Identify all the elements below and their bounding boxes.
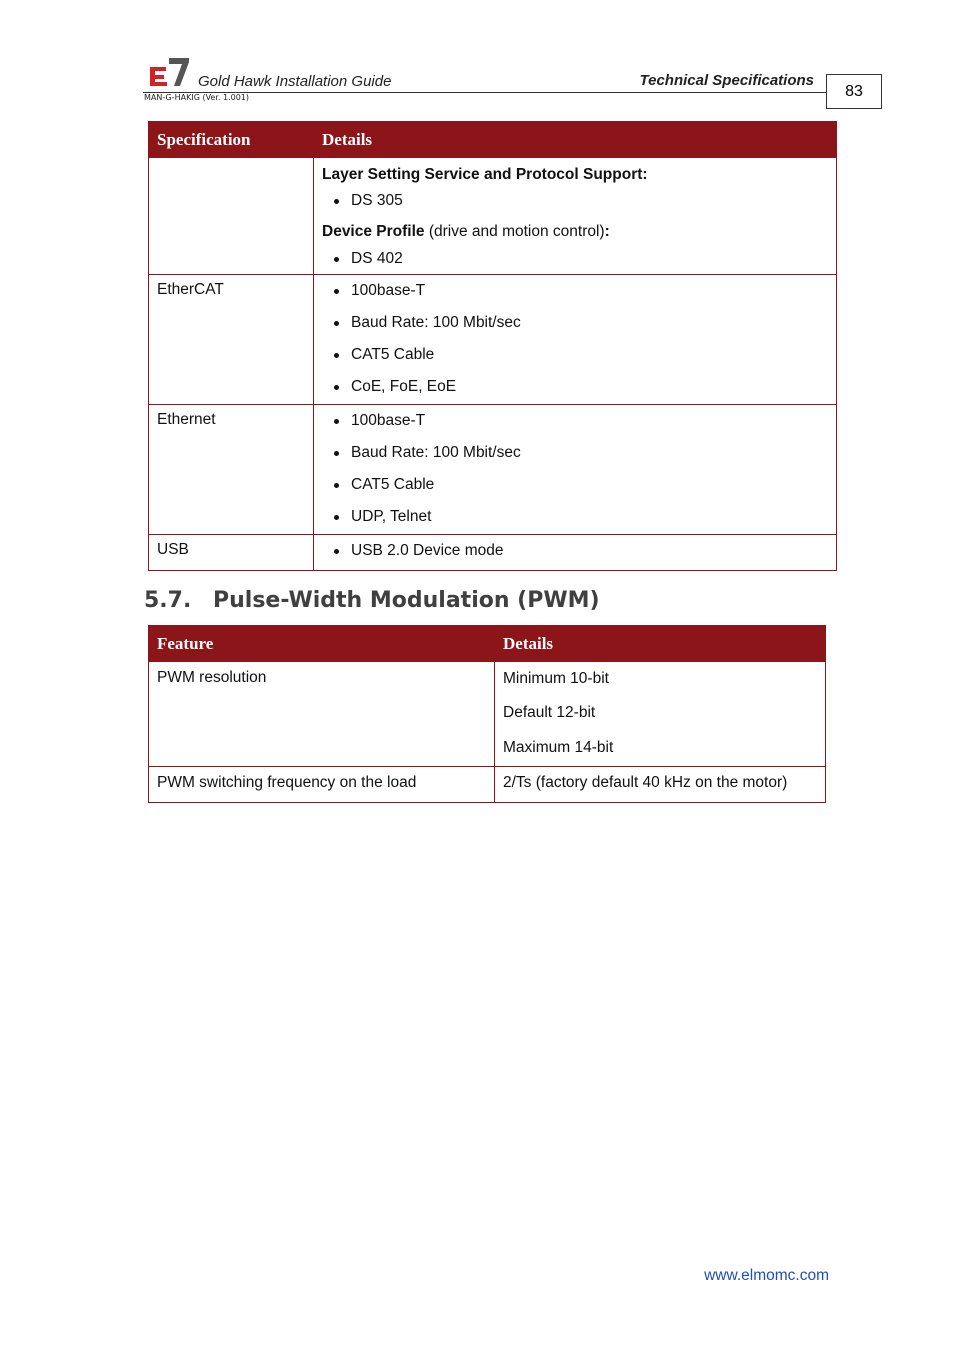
list-item: DS 305 (322, 190, 828, 212)
page-number: 83 (826, 74, 882, 109)
list-item: DS 402 (322, 248, 828, 270)
spec-cell: EtherCAT (149, 275, 314, 405)
list-item: USB 2.0 Device mode (322, 535, 828, 567)
details-cell (314, 405, 837, 535)
list-item: CAT5 Cable (322, 469, 828, 501)
profile-list (322, 248, 828, 270)
table-header-row (149, 122, 837, 158)
resolution-min: Minimum 10-bit (503, 670, 609, 687)
table-row (149, 405, 837, 535)
spec-cell: Ethernet (149, 405, 314, 535)
protocol-support-heading: Layer Setting Service and Protocol Support: (322, 166, 648, 183)
ethercat-list (322, 275, 828, 403)
table-row (149, 158, 837, 275)
spec-cell (149, 158, 314, 275)
column-header-details: Details (495, 626, 826, 662)
spec-cell: USB (149, 535, 314, 571)
resolution-max: Maximum 14-bit (503, 739, 614, 756)
column-header-specification: Specification (149, 122, 314, 158)
table-row (149, 662, 826, 767)
ethernet-list (322, 405, 828, 533)
table-row (149, 535, 837, 571)
list-item: Baud Rate: 100 Mbit/sec (322, 437, 828, 469)
details-cell (314, 158, 837, 275)
column-header-feature: Feature (149, 626, 495, 662)
section-heading (144, 588, 600, 613)
specification-table (148, 121, 837, 571)
feature-cell: PWM resolution (149, 662, 495, 767)
table-header-row (149, 626, 826, 662)
column-header-details: Details (314, 122, 837, 158)
usb-list (322, 535, 828, 567)
document-code: MAN-G-HAKIG (Ver. 1.001) (144, 93, 250, 102)
list-item: CAT5 Cable (322, 339, 828, 371)
feature-cell: PWM switching frequency on the load (149, 767, 495, 803)
list-item: CoE, FoE, EoE (322, 371, 828, 403)
website-link[interactable]: www.elmomc.com (704, 1267, 829, 1284)
details-cell: 2/Ts (factory default 40 kHz on the motor) (495, 767, 826, 803)
section-number: 5.7. (144, 588, 192, 613)
table-row (149, 275, 837, 405)
resolution-default: Default 12-bit (503, 704, 596, 721)
details-cell (314, 535, 837, 571)
protocol-list (322, 190, 828, 212)
running-section-title: Technical Specifications (639, 72, 814, 89)
details-cell (495, 662, 826, 767)
section-title: Pulse-Width Modulation (PWM) (213, 588, 600, 613)
list-item: 100base-T (322, 405, 828, 437)
device-profile-note: (drive and motion control) (424, 223, 605, 240)
table-row (149, 767, 826, 803)
details-cell (314, 275, 837, 405)
pwm-table (148, 625, 826, 803)
device-profile-colon: : (604, 223, 610, 240)
list-item: UDP, Telnet (322, 501, 828, 533)
list-item: Baud Rate: 100 Mbit/sec (322, 307, 828, 339)
list-item: 100base-T (322, 275, 828, 307)
device-profile-label: Device Profile (322, 223, 425, 240)
document-title: Gold Hawk Installation Guide (198, 73, 392, 90)
elmo-logo (149, 58, 189, 86)
device-profile-heading (322, 221, 828, 243)
